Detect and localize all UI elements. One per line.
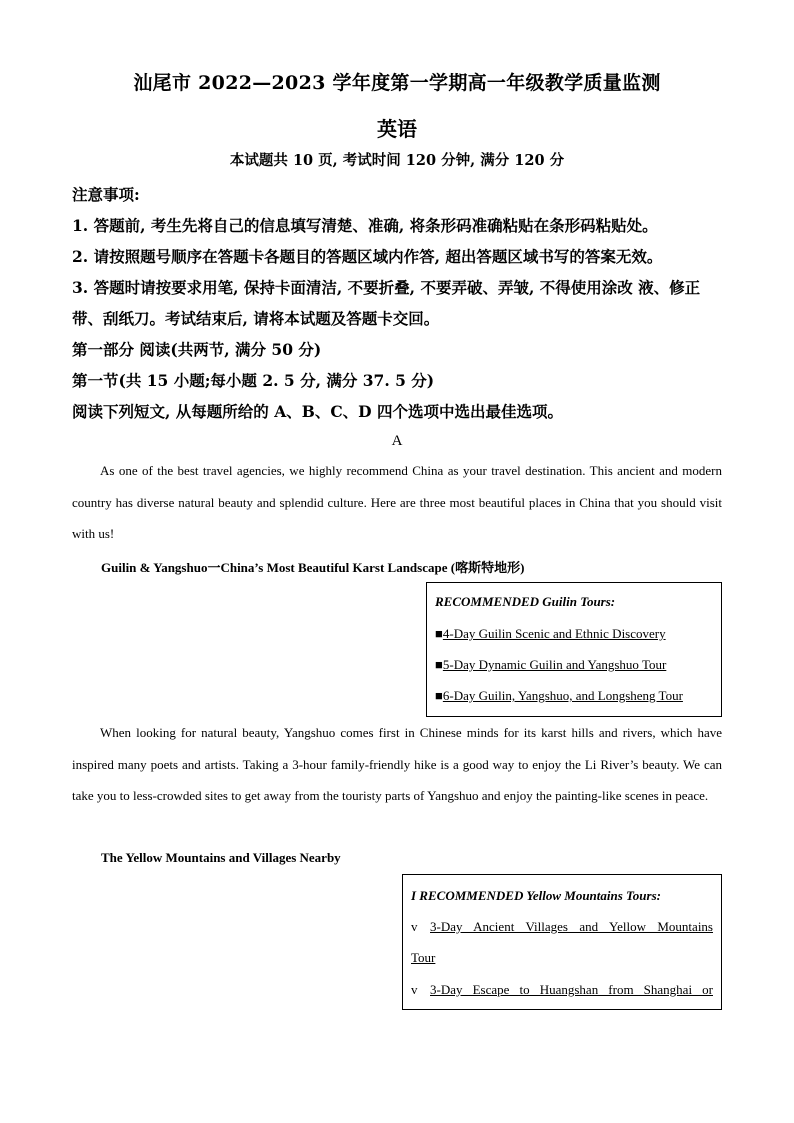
yellow-tour-item[interactable] [411,919,713,935]
exam-title: 汕尾市 2022—2023 学年度第一学期高一年级教学质量监测 [133,72,661,94]
square-bullet-icon: ■ [435,626,443,641]
yellow-box-title: I RECOMMENDED Yellow Mountains Tours: [411,888,661,903]
square-bullet-icon: ■ [435,688,443,703]
intro-text: As one of the best travel agencies, we highly recommend China as your travel destination. This ancient and modern country has diverse natural beauty and splendid culture. Here are three most beautiful places in China that you should visit with us! [72,463,722,541]
check-bullet-icon: v [411,919,418,934]
guilin-tours-box [426,582,722,717]
subject-title: 英语 [377,117,417,141]
note-item-2: 2. 请按照题号顺序在答题卡各题目的答题区域内作答, 超出答题区域书写的答案无效。 [72,247,663,266]
guilin-tour-item[interactable] [435,688,713,704]
yellow-tours-box [402,874,722,1010]
yellow-tour-link[interactable]: Tour [411,950,436,965]
section1-heading: 第一节(共 15 小题;每小题 2. 5 分, 满分 37. 5 分) [72,371,435,390]
yellow-tour-link[interactable]: 3-Day Escape to Huangshan from Shanghai or [430,982,713,997]
yellow-tour-item-cont[interactable] [411,950,713,966]
reading-instruction: 阅读下列短文, 从每题所给的 A、B、C、D 四个选项中选出最佳选项。 [72,402,563,421]
square-bullet-icon: ■ [435,657,443,672]
note-item-3-line1: 3. 答题时请按要求用笔, 保持卡面清洁, 不要折叠, 不要弄破、弄皱, 不得使用涂改 液、修正 [72,278,701,297]
intro-paragraph [72,455,722,550]
guilin-tour-link[interactable]: 5-Day Dynamic Guilin and Yangshuo Tour [442,657,667,672]
notes-heading: 注意事项: [72,185,140,204]
yellow-tour-item[interactable] [411,982,713,998]
yellow-mountains-heading: The Yellow Mountains and Villages Nearby [101,850,341,865]
yangshuo-paragraph [72,717,722,812]
passage-label: A [391,433,403,449]
check-bullet-icon: v [411,982,418,997]
guilin-heading: Guilin & Yangshuo一China’s Most Beautiful Karst Landscape (喀斯特地形) [101,560,525,575]
guilin-box-title: RECOMMENDED Guilin Tours: [435,594,616,609]
yellow-tour-link[interactable]: 3-Day Ancient Villages and Yellow Mountains [430,919,713,934]
exam-info: 本试题共 10 页, 考试时间 120 分钟, 满分 120 分 [229,152,565,169]
guilin-tour-item[interactable] [435,657,713,673]
yangshuo-text: When looking for natural beauty, Yangshuo comes first in Chinese minds for its karst hills and rivers, which have inspired many poets and artists. Taking a 3-hour family-friendly hike is a good way to enjoy the Li River’s beauty. We can take you to less-crowded sites to get away from the touristy parts of Yangshuo and enjoy the painting-like scenes in peace. [72,725,722,803]
part1-heading: 第一部分 阅读(共两节, 满分 50 分) [72,340,322,359]
note-item-1: 1. 答题前, 考生先将自己的信息填写清楚、准确, 将条形码准确粘贴在条形码粘贴处。 [72,216,658,235]
guilin-tour-link[interactable]: 4-Day Guilin Scenic and Ethnic Discovery [442,626,666,641]
note-item-3-line2: 带、刮纸刀。考试结束后, 请将本试题及答题卡交回。 [72,309,440,328]
guilin-tour-link[interactable]: 6-Day Guilin, Yangshuo, and Longsheng Tour [442,688,683,703]
guilin-tour-item[interactable] [435,626,713,642]
